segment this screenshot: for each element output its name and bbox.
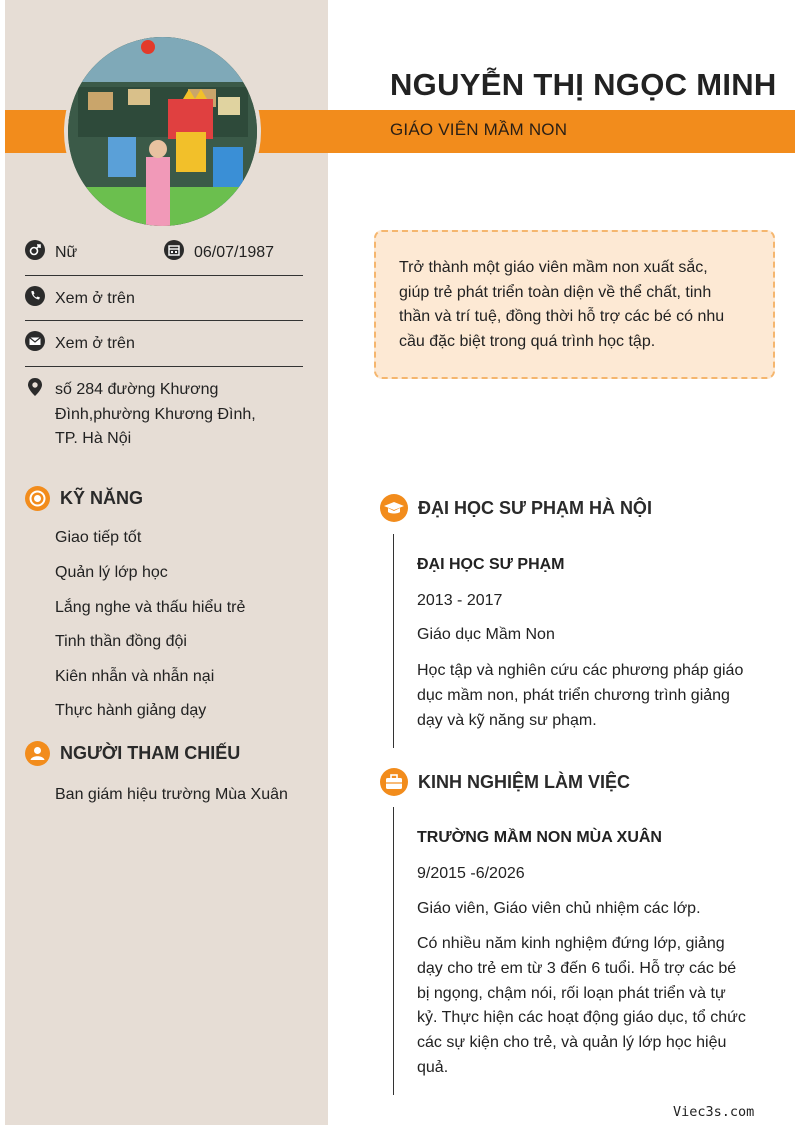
objective-line: thần và trí tuệ, đồng thời hỗ trợ các bé có nhu — [399, 308, 725, 325]
person-icon — [25, 741, 50, 766]
education-heading — [380, 494, 652, 522]
skill-item: Thực hành giảng dạy — [55, 702, 207, 719]
education-school: ĐẠI HỌC SƯ PHẠM — [417, 556, 565, 573]
experience-position: Giáo viên, Giáo viên chủ nhiệm các lớp. — [417, 900, 701, 917]
description-line: Học tập và nghiên cứu các phương pháp giáo — [417, 662, 744, 679]
description-line: dục mầm non, phát triển chương trình giảng — [417, 686, 730, 704]
skill-item: Giao tiếp tốt — [55, 529, 142, 546]
divider — [25, 275, 303, 276]
skill-item: Tinh thần đồng đội — [55, 633, 187, 650]
phone-value: Xem ở trên — [55, 290, 135, 307]
divider — [25, 320, 303, 321]
address-line: Đình,phường Khương Đình, — [55, 405, 256, 423]
description-line: dạy và kỹ năng sư phạm. — [417, 711, 597, 729]
education-heading-label: ĐẠI HỌC SƯ PHẠM HÀ NỘI — [418, 497, 652, 518]
description-line: bị ngọng, chậm nói, rối loạn phát triển và tự — [417, 984, 726, 1002]
education-period: 2013 - 2017 — [417, 592, 503, 609]
objective-line: Trở thành một giáo viên mầm non xuất sắc, — [399, 259, 708, 276]
skill-item: Kiên nhẫn và nhẫn nại — [55, 668, 215, 685]
divider — [25, 366, 303, 367]
experience-description — [417, 932, 772, 1081]
description-line: dạy cho trẻ em từ 3 đến 6 tuổi. Hỗ trợ các bé — [417, 959, 737, 977]
skills-heading — [25, 486, 143, 511]
briefcase-icon — [380, 768, 408, 796]
address-line: TP. Hà Nội — [55, 430, 132, 447]
graduation-cap-icon — [380, 494, 408, 522]
birthday-value: 06/07/1987 — [194, 244, 275, 261]
email-icon — [25, 331, 45, 351]
objective-line: giúp trẻ phát triển toàn diện về thể chất, tinh — [399, 283, 712, 301]
gender-value: Nữ — [55, 244, 78, 261]
skill-item: Lắng nghe và thấu hiểu trẻ — [55, 599, 246, 616]
experience-heading-label: KINH NGHIỆM LÀM VIỆC — [418, 771, 631, 792]
target-icon — [25, 486, 50, 511]
profile-photo — [64, 33, 261, 230]
description-line: Có nhiều năm kinh nghiệm đứng lớp, giảng — [417, 935, 725, 952]
job-title: GIÁO VIÊN MẦM NON — [390, 120, 568, 139]
skill-item: Quản lý lớp học — [55, 564, 168, 581]
experience-company: TRƯỜNG MẦM NON MÙA XUÂN — [417, 829, 662, 846]
calendar-icon — [164, 240, 184, 260]
address-line: số 284 đường Khương — [55, 381, 219, 398]
experience-heading — [380, 768, 630, 796]
education-major: Giáo dục Mầm Non — [417, 626, 555, 643]
objective-line: cầu đặc biệt trong quá trình học tập. — [399, 332, 656, 350]
education-description — [417, 659, 772, 733]
career-objective — [374, 230, 775, 379]
experience-period: 9/2015 -6/2026 — [417, 865, 525, 882]
email-value: Xem ở trên — [55, 335, 135, 352]
timeline-line — [393, 807, 394, 1095]
phone-icon — [25, 286, 45, 306]
references-heading — [25, 741, 240, 766]
timeline-line — [393, 534, 394, 748]
description-line: các sự kiện cho trẻ, và quản lý lớp học hiệu — [417, 1034, 727, 1052]
description-line: quả. — [417, 1058, 449, 1076]
references-heading-label: NGƯỜI THAM CHIẾU — [60, 743, 241, 763]
reference-item: Ban giám hiệu trường Mùa Xuân — [55, 786, 288, 803]
skills-heading-label: KỸ NĂNG — [60, 488, 144, 508]
footer-brand: Viec3s.com — [673, 1104, 755, 1120]
description-line: kỷ. Thực hiện các hoạt động giáo dục, tổ chức — [417, 1009, 746, 1027]
gender-icon — [25, 240, 45, 260]
candidate-name: NGUYỄN THỊ NGỌC MINH — [390, 67, 777, 102]
location-pin-icon — [25, 377, 45, 397]
